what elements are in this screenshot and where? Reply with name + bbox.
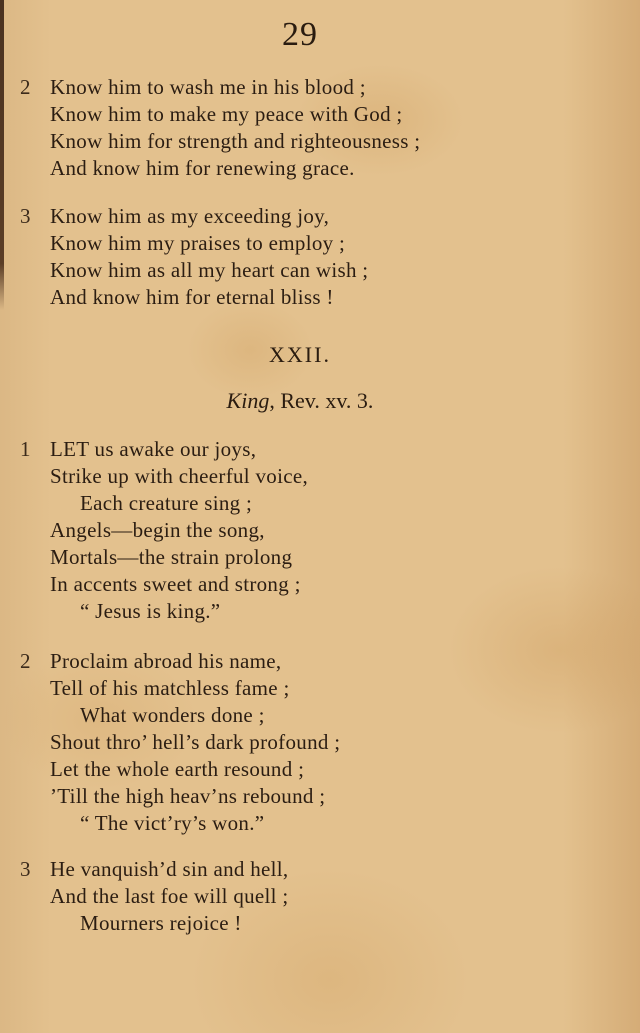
verse-text: Know him as all my heart can wish ;	[50, 258, 369, 282]
verse-text: He vanquish’d sin and hell,	[50, 857, 289, 881]
verse-line	[0, 74, 620, 101]
verse-line	[0, 463, 620, 490]
verse-text: Know him to wash me in his blood ;	[50, 75, 366, 99]
verse-text: Shout thro’ hell’s dark profound ;	[50, 730, 341, 754]
scripture-reference: , Rev. xv. 3.	[269, 388, 374, 413]
verse-line	[0, 203, 620, 230]
verse-text: Angels—begin the song,	[50, 518, 265, 542]
page-number: 29	[282, 16, 318, 53]
prev-hymn-stanza-2	[0, 74, 620, 182]
verse-line	[0, 155, 620, 182]
hymn-stanza-1	[0, 436, 620, 625]
verse-line	[0, 910, 620, 937]
verse-line	[0, 756, 620, 783]
verse-text: Know him for strength and righteousness ;	[50, 129, 421, 153]
verse-text: Each creature sing ;	[80, 491, 253, 515]
verse-text: “ The vict’ry’s won.”	[80, 811, 265, 835]
verse-text: Mortals—the strain prolong	[50, 545, 293, 569]
stanza-number: 3	[20, 204, 31, 228]
hymn-title: XXII.	[269, 342, 331, 367]
stanza-number: 3	[20, 857, 31, 881]
hymn-stanza-2	[0, 648, 620, 837]
verse-line	[0, 883, 620, 910]
verse-text: In accents sweet and strong ;	[50, 572, 301, 596]
verse-line	[0, 230, 620, 257]
verse-text: Know him to make my peace with God ;	[50, 102, 403, 126]
verse-text: Know him my praises to employ ;	[50, 231, 346, 255]
tune-name: King	[226, 388, 270, 413]
verse-line	[0, 257, 620, 284]
verse-text: What wonders done ;	[80, 703, 265, 727]
stanza-number: 2	[20, 649, 31, 673]
hymn-stanza-3	[0, 856, 620, 937]
verse-text: Proclaim abroad his name,	[50, 649, 282, 673]
verse-text: ’Till the high heav’ns rebound ;	[50, 784, 326, 808]
verse-line	[0, 284, 620, 311]
verse-text: And know him for renewing grace.	[50, 156, 355, 180]
verse-text: Know him as my exceeding joy,	[50, 204, 330, 228]
stanza-number: 2	[20, 75, 31, 99]
prev-hymn-stanza-3	[0, 203, 620, 311]
verse-text: Tell of his matchless fame ;	[50, 676, 290, 700]
hymn-tune-reference	[0, 388, 600, 414]
verse-line	[0, 783, 620, 810]
verse-line	[0, 544, 620, 571]
verse-line	[0, 702, 620, 729]
verse-text: Let the whole earth resound ;	[50, 757, 305, 781]
stanza-number: 1	[20, 437, 31, 461]
verse-text: “ Jesus is king.”	[80, 599, 221, 623]
verse-line	[0, 571, 620, 598]
verse-text: Mourners rejoice !	[80, 911, 242, 935]
verse-line	[0, 675, 620, 702]
verse-line	[0, 598, 620, 625]
verse-line	[0, 810, 620, 837]
verse-text: And the last foe will quell ;	[50, 884, 289, 908]
verse-line	[0, 517, 620, 544]
verse-line	[0, 490, 620, 517]
verse-line	[0, 436, 620, 463]
verse-text: And know him for eternal bliss !	[50, 285, 334, 309]
verse-line	[0, 128, 620, 155]
verse-text: LET us awake our joys,	[50, 437, 257, 461]
verse-line	[0, 648, 620, 675]
verse-line	[0, 101, 620, 128]
verse-text: Strike up with cheerful voice,	[50, 464, 309, 488]
verse-line	[0, 856, 620, 883]
verse-line	[0, 729, 620, 756]
